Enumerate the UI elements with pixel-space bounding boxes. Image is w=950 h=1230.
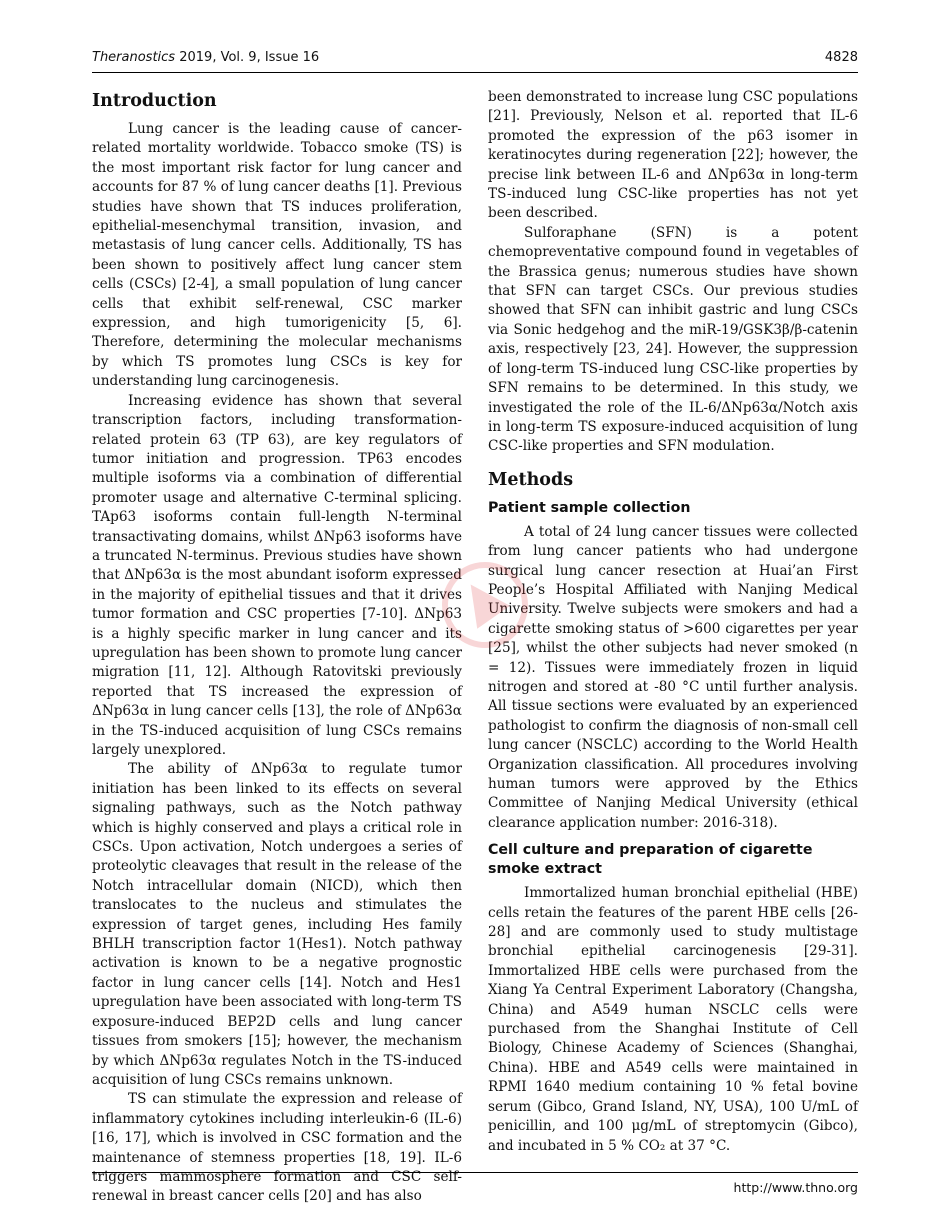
section-gap: [488, 457, 858, 467]
journal-citation: [92, 50, 319, 65]
introduction-heading: Introduction: [92, 91, 217, 111]
header-divider: [92, 72, 858, 73]
right-column: [488, 88, 858, 1156]
intro-paragraph-4: TS can stimulate the expression and release of inflammatory cytokines including interleukin-6 (IL-6) [16, 17], which is involved in CSC formation and the maintenance of stemness properties [18, 19]. IL-6 triggers mammosphere formation and CSC self-renewal in breast cancer cells [20] and has also: [92, 1091, 462, 1205]
journal-name: Theranostics: [92, 50, 176, 65]
cell-culture-paragraph: Immortalized human bronchial epithelial (HBE) cells retain the features of the parent HBE cells [26-28] and are commonly used to study multistage bronchial epithelial carcinogenesis [29-31]. Immortalized HBE cells were purchased from the Xiang Ya Central Experiment Laboratory (Changsha, China) and A549 human NSCLC cells were purchased from the Shanghai Institute of Cell Biology, Chinese Academy of Sciences (Shanghai, China). HBE and A549 cells were maintained in RPMI 1640 medium containing 10 % fetal bovine serum (Gibco, Grand Island, NY, USA), 100 U/mL of penicillin, and 100 μg/mL of streptomycin (Gibco), and incubated in 5 % CO₂ at 37 °C.: [488, 885, 858, 1154]
patient-sample-heading: Patient sample collection: [488, 499, 691, 516]
patient-sample-paragraph: A total of 24 lung cancer tissues were collected from lung cancer patients who had undergone surgical lung cancer resection at Huai’an First People’s Hospital Affiliated with Nanjing Medical University. Twelve subjects were smokers and had a cigarette smoking status of >600 cigarettes per year [25], whilst the other subjects had never smoked (n = 12). Tissues were immediately frozen in liquid nitrogen and stored at -80 °C until further analysis. All tissue sections were evaluated by an experienced pathologist to confirm the diagnosis of non-small cell lung cancer (NSCLC) according to the World Health Organization classification. All procedures involving human tumors were approved by the Ethics Committee of Nanjing Medical University (ethical clearance application number: 2016-318).: [488, 523, 858, 831]
journal-url-link[interactable]: http://www.thno.org: [733, 1180, 858, 1195]
journal-volume: 2019, Vol. 9, Issue 16: [179, 50, 320, 65]
intro-paragraph-3: The ability of ΔNp63α to regulate tumor initiation has been linked to its effects on several signaling pathways, such as the Notch pathway which is highly conserved and plays a critical role in CSCs. Upon activation, Notch undergoes a series of proteolytic cleavages that result in the release of the Notch intracellular domain (NICD), which then translocates to the nucleus and stimulates the expression of target genes, including Hes family BHLH transcription factor 1(Hes1). Notch pathway activation is known to be a negative prognostic factor in lung cancer cells [14]. Notch and Hes1 upregulation have been associated with long-term TS exposure-induced BEP2D cells and lung cancer tissues from smokers [15]; however, the mechanism by which ΔNp63α regulates Notch in the TS-induced acquisition of lung CSCs remains unknown.: [92, 761, 462, 1088]
intro-paragraph-4-continued: been demonstrated to increase lung CSC populations [21]. Previously, Nelson et al. reported that IL-6 promoted the expression of the p63 isomer in keratinocytes during regeneration [22]; however, the precise link between IL-6 and ΔNp63α in long-term TS-induced lung CSC-like properties has not yet been described.: [488, 89, 858, 222]
footer-divider: [92, 1172, 858, 1173]
page-number: 4828: [824, 50, 858, 65]
intro-paragraph-2: Increasing evidence has shown that several transcription factors, including transformation-related protein 63 (TP 63), are key regulators of tumor initiation and progression. TP63 encodes multiple isoforms via a combination of differential promoter usage and alternative C-terminal splicing. TAp63 isoforms contain full-length N-terminal transactivating domains, whilst ΔNp63 isoforms have a truncated N-terminus. Previous studies have shown that ΔNp63α is the most abundant isoform expressed in the majority of epithelial tissues and that it drives tumor formation and CSC properties [7-10]. ΔNp63 is a highly specific marker in lung cancer and its upregulation has been shown to promote lung cancer migration [11, 12]. Although Ratovitski previously reported that TS increased the expression of ΔNp63α in lung cancer cells [13], the role of ΔNp63α in the TS-induced acquisition of lung CSCs remains largely unexplored.: [92, 392, 462, 758]
intro-paragraph-1: Lung cancer is the leading cause of cancer-related mortality worldwide. Tobacco smoke (TS) is the most important risk factor for lung cancer and accounts for 87 % of lung cancer deaths [1]. Previous studies have shown that TS induces proliferation, epithelial-mesenchymal transition, invasion, and metastasis of lung cancer cells. Additionally, TS has been shown to positively affect lung cancer stem cells (CSCs) [2-4], a small population of lung cancer cells that exhibit self-renewal, CSC marker expression, and high tumorigenicity [5, 6]. Therefore, determining the molecular mechanisms by which TS promotes lung CSCs is key for understanding lung carcinogenesis.: [92, 121, 462, 390]
methods-heading: Methods: [488, 469, 574, 490]
cell-culture-heading: Cell culture and preparation of cigarette smoke extract: [488, 842, 813, 878]
intro-paragraph-5: Sulforaphane (SFN) is a potent chemopreventative compound found in vegetables of the Brassica genus; numerous studies have shown that SFN can target CSCs. Our previous studies showed that SFN can inhibit gastric and lung CSCs via Sonic hedgehog and the miR-19/GSK3β/β-catenin axis, respectively [23, 24]. However, the suppression of long-term TS-induced lung CSC-like properties by SFN remains to be determined. In this study, we investigated the role of the IL-6/ΔNp63α/Notch axis in long-term TS exposure-induced acquisition of lung CSC-like properties and SFN modulation.: [488, 224, 858, 455]
left-column: [92, 88, 462, 1207]
running-header: [92, 50, 858, 72]
